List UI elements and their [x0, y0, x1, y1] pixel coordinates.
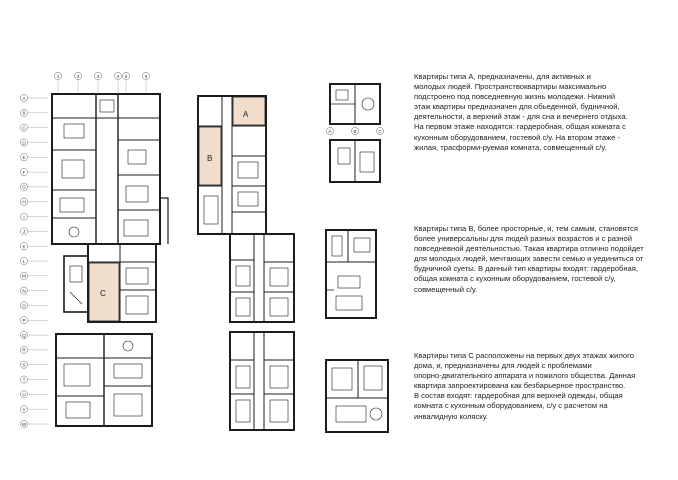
grid-marker-left-D [20, 139, 27, 146]
svg-text:C: C [22, 125, 26, 131]
svg-text:K: K [22, 243, 26, 249]
svg-text:6: 6 [144, 73, 148, 79]
svg-text:B: B [22, 110, 26, 116]
grid-marker-left-W [20, 420, 27, 427]
grid-marker-left-C [20, 124, 27, 131]
svg-text:G: G [22, 184, 26, 190]
svg-text:B: B [353, 128, 357, 134]
grid-marker-left-M [20, 272, 27, 279]
building-plan-left [52, 94, 168, 426]
unit-b-label: B [207, 154, 213, 163]
svg-text:P: P [22, 318, 26, 324]
grid-marker-top-5 [122, 72, 129, 79]
svg-text:A: A [328, 128, 332, 134]
svg-text:4: 4 [116, 73, 120, 79]
grid-marker-left-H [20, 198, 27, 205]
unit-a-marker-C [376, 127, 383, 134]
svg-text:A: A [22, 95, 26, 101]
grid-marker-top-4 [114, 72, 121, 79]
grid-marker-left-Q [20, 331, 27, 338]
svg-text:L: L [22, 258, 26, 264]
unit-c-detail-plan [326, 360, 388, 432]
grid-marker-left-R [20, 346, 27, 353]
svg-text:5: 5 [124, 73, 128, 79]
svg-text:T: T [22, 377, 26, 383]
grid-marker-left-K [20, 243, 27, 250]
svg-text:I: I [23, 214, 25, 220]
svg-text:J: J [22, 229, 26, 235]
svg-text:W: W [21, 421, 27, 427]
svg-text:F: F [22, 169, 26, 175]
svg-text:H: H [22, 199, 26, 205]
unit-c-description: Квартиры типа С расположены на первых двух этажах жилого дома, и, предназначены для людей с проблемами опорно-двигательного аппарата и пожилого общества. Данная квартира запроектирована как безбарьерное пространство. В состав входят: гардеробная для верхней одежды, общая комната с кухонным оборудованием, с/у с расчетом на инвалидную коляску. [414, 351, 636, 421]
unit-a-marker-A [326, 127, 333, 134]
svg-text:2: 2 [76, 73, 80, 79]
grid-marker-top-6 [142, 72, 149, 79]
grid-marker-top-1 [54, 72, 61, 79]
svg-text:U: U [22, 392, 26, 398]
svg-text:M: M [22, 273, 26, 279]
unit-a-description: Квартиры типа А, предназначены, для активных и молодых людей. Пространствоквартиры максимально подстроено под повседневную жизнь молодежи. Нижний этаж квартиры предназначен для обьеденной, будничной, деятельности, а верхний этаж - для сна и вечернего отдыха. На первом этаже находятся: гардеробная, общая комната с кухонным оборудованием, гостевой с/у. На втором этаже - жилая, трасформи-руемая комната, совмещенный с/у. [414, 72, 628, 152]
grid-marker-left-B [20, 109, 27, 116]
grid-marker-left-U [20, 391, 27, 398]
svg-text:S: S [22, 362, 26, 368]
svg-text:N: N [22, 288, 26, 294]
svg-text:Q: Q [22, 332, 26, 338]
grid-axis-top [54, 72, 149, 92]
grid-marker-left-T [20, 376, 27, 383]
svg-text:1: 1 [56, 73, 60, 79]
unit-a-marker-B [351, 127, 358, 134]
svg-text:R: R [22, 347, 26, 353]
unit-b-detail-plan [326, 230, 376, 318]
unit-a-axis-markers [326, 127, 383, 134]
grid-marker-left-L [20, 257, 27, 264]
grid-marker-top-3 [94, 72, 101, 79]
grid-marker-left-E [20, 154, 27, 161]
grid-marker-left-G [20, 183, 27, 190]
svg-text:3: 3 [96, 73, 100, 79]
grid-marker-left-F [20, 168, 27, 175]
grid-marker-left-S [20, 361, 27, 368]
grid-marker-left-V [20, 406, 27, 413]
svg-text:E: E [22, 155, 26, 161]
svg-text:D: D [22, 140, 26, 146]
grid-marker-left-I [20, 213, 27, 220]
unit-a-highlight [233, 97, 265, 125]
unit-c-label: C [100, 289, 106, 298]
grid-marker-top-2 [74, 72, 81, 79]
grid-marker-left-A [20, 94, 27, 101]
grid-marker-left-O [20, 302, 27, 309]
grid-marker-left-N [20, 287, 27, 294]
svg-text:O: O [22, 303, 26, 309]
svg-text:V: V [22, 406, 26, 412]
unit-a-label: A [243, 110, 249, 119]
svg-text:C: C [378, 128, 382, 134]
grid-marker-left-P [20, 317, 27, 324]
unit-b-description: Квартиры типа B, более просторные, и, тем самым, становятся более универсальны для людей разных возрастов и с разной повседневной деятельностью. Такая квартира отлично подойдет для молодых людей, мечтающих завести семью и уединиться от будничной суеты. В данный тип квартиры входят: гардеробная, общая комната с кухонным оборудованием, гостевой с/у, совмещенный с/у. [414, 224, 644, 294]
grid-marker-left-J [20, 228, 27, 235]
grid-axis-left [20, 94, 48, 427]
